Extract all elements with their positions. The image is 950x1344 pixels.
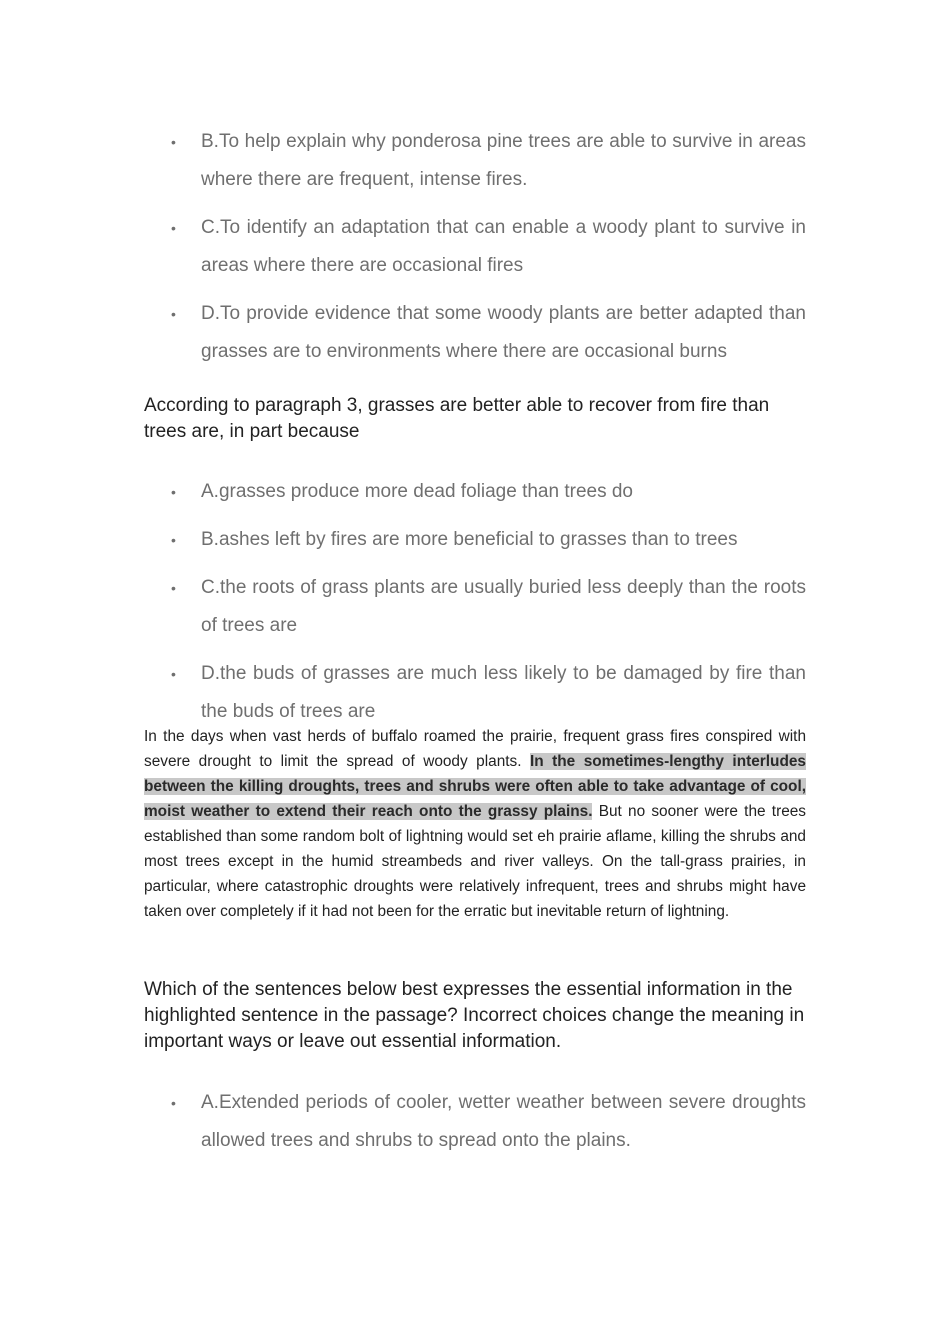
q3-prompt: Which of the sentences below best expresses the essential information in the highlighted sentence in the passage? Incorrect choices change the meaning in important ways or leave out essential information. (144, 979, 805, 1052)
q2-option-c[interactable] (144, 569, 806, 645)
q3-option-a[interactable] (144, 1084, 806, 1160)
option-text: C.To identify an adaptation that can enable a woody plant to survive in areas where there are occasional fires (201, 217, 806, 276)
option-text: D.the buds of grasses are much less likely to be damaged by fire than the buds of trees are (201, 663, 806, 722)
highlighted-sentence: In the sometimes-lengthy interludes between the killing droughts, trees and shrubs were often able to take advantage of cool, moist weather to extend their reach onto the grassy plains. (144, 753, 806, 820)
option-text: A.Extended periods of cooler, wetter weather between severe droughts allowed trees and shrubs to spread onto the plains. (201, 1092, 806, 1151)
q1-option-d[interactable] (144, 295, 806, 371)
bullet-icon: • (171, 532, 176, 548)
passage-paragraph (144, 724, 806, 924)
q2-option-a[interactable] (144, 473, 806, 511)
q2-option-list (144, 473, 806, 731)
bullet-icon: • (171, 220, 176, 236)
q1-option-b[interactable] (144, 123, 806, 199)
bullet-icon: • (171, 580, 176, 596)
option-text: B.ashes left by fires are more beneficial to grasses than to trees (201, 529, 738, 550)
q2-option-d[interactable] (144, 655, 806, 731)
q1-option-list (144, 123, 806, 381)
passage-text-before: In the days when vast herds of buffalo roamed the prairie, frequent grass fires conspired with severe drought to limit the spread of woody plants. (144, 728, 806, 770)
bullet-icon: • (171, 484, 176, 500)
option-text: C.the roots of grass plants are usually buried less deeply than the roots of trees are (201, 577, 806, 636)
option-text: A.grasses produce more dead foliage than trees do (201, 481, 633, 502)
q3-option-list (144, 1084, 806, 1170)
q2-prompt: According to paragraph 3, grasses are better able to recover from fire than trees are, in part because (144, 395, 770, 442)
bullet-icon: • (171, 1095, 176, 1111)
option-text: B.To help explain why ponderosa pine trees are able to survive in areas where there are frequent, intense fires. (201, 131, 806, 190)
q2-option-b[interactable] (144, 521, 806, 559)
passage-text-after: But no sooner were the trees established than some random bolt of lightning would set eh prairie aflame, killing the shrubs and most trees except in the humid streambeds and river valleys. On the tall-grass prairies, in particular, where catastrophic droughts were relatively infrequent, trees and shrubs might have taken over completely if it had not been for the erratic but inevitable return of lightning. (144, 803, 807, 920)
q1-option-c[interactable] (144, 209, 806, 285)
option-text: D.To provide evidence that some woody plants are better adapted than grasses are to environments where there are occasional burns (201, 303, 806, 362)
bullet-icon: • (171, 666, 176, 682)
bullet-icon: • (171, 134, 176, 150)
bullet-icon: • (171, 306, 176, 322)
